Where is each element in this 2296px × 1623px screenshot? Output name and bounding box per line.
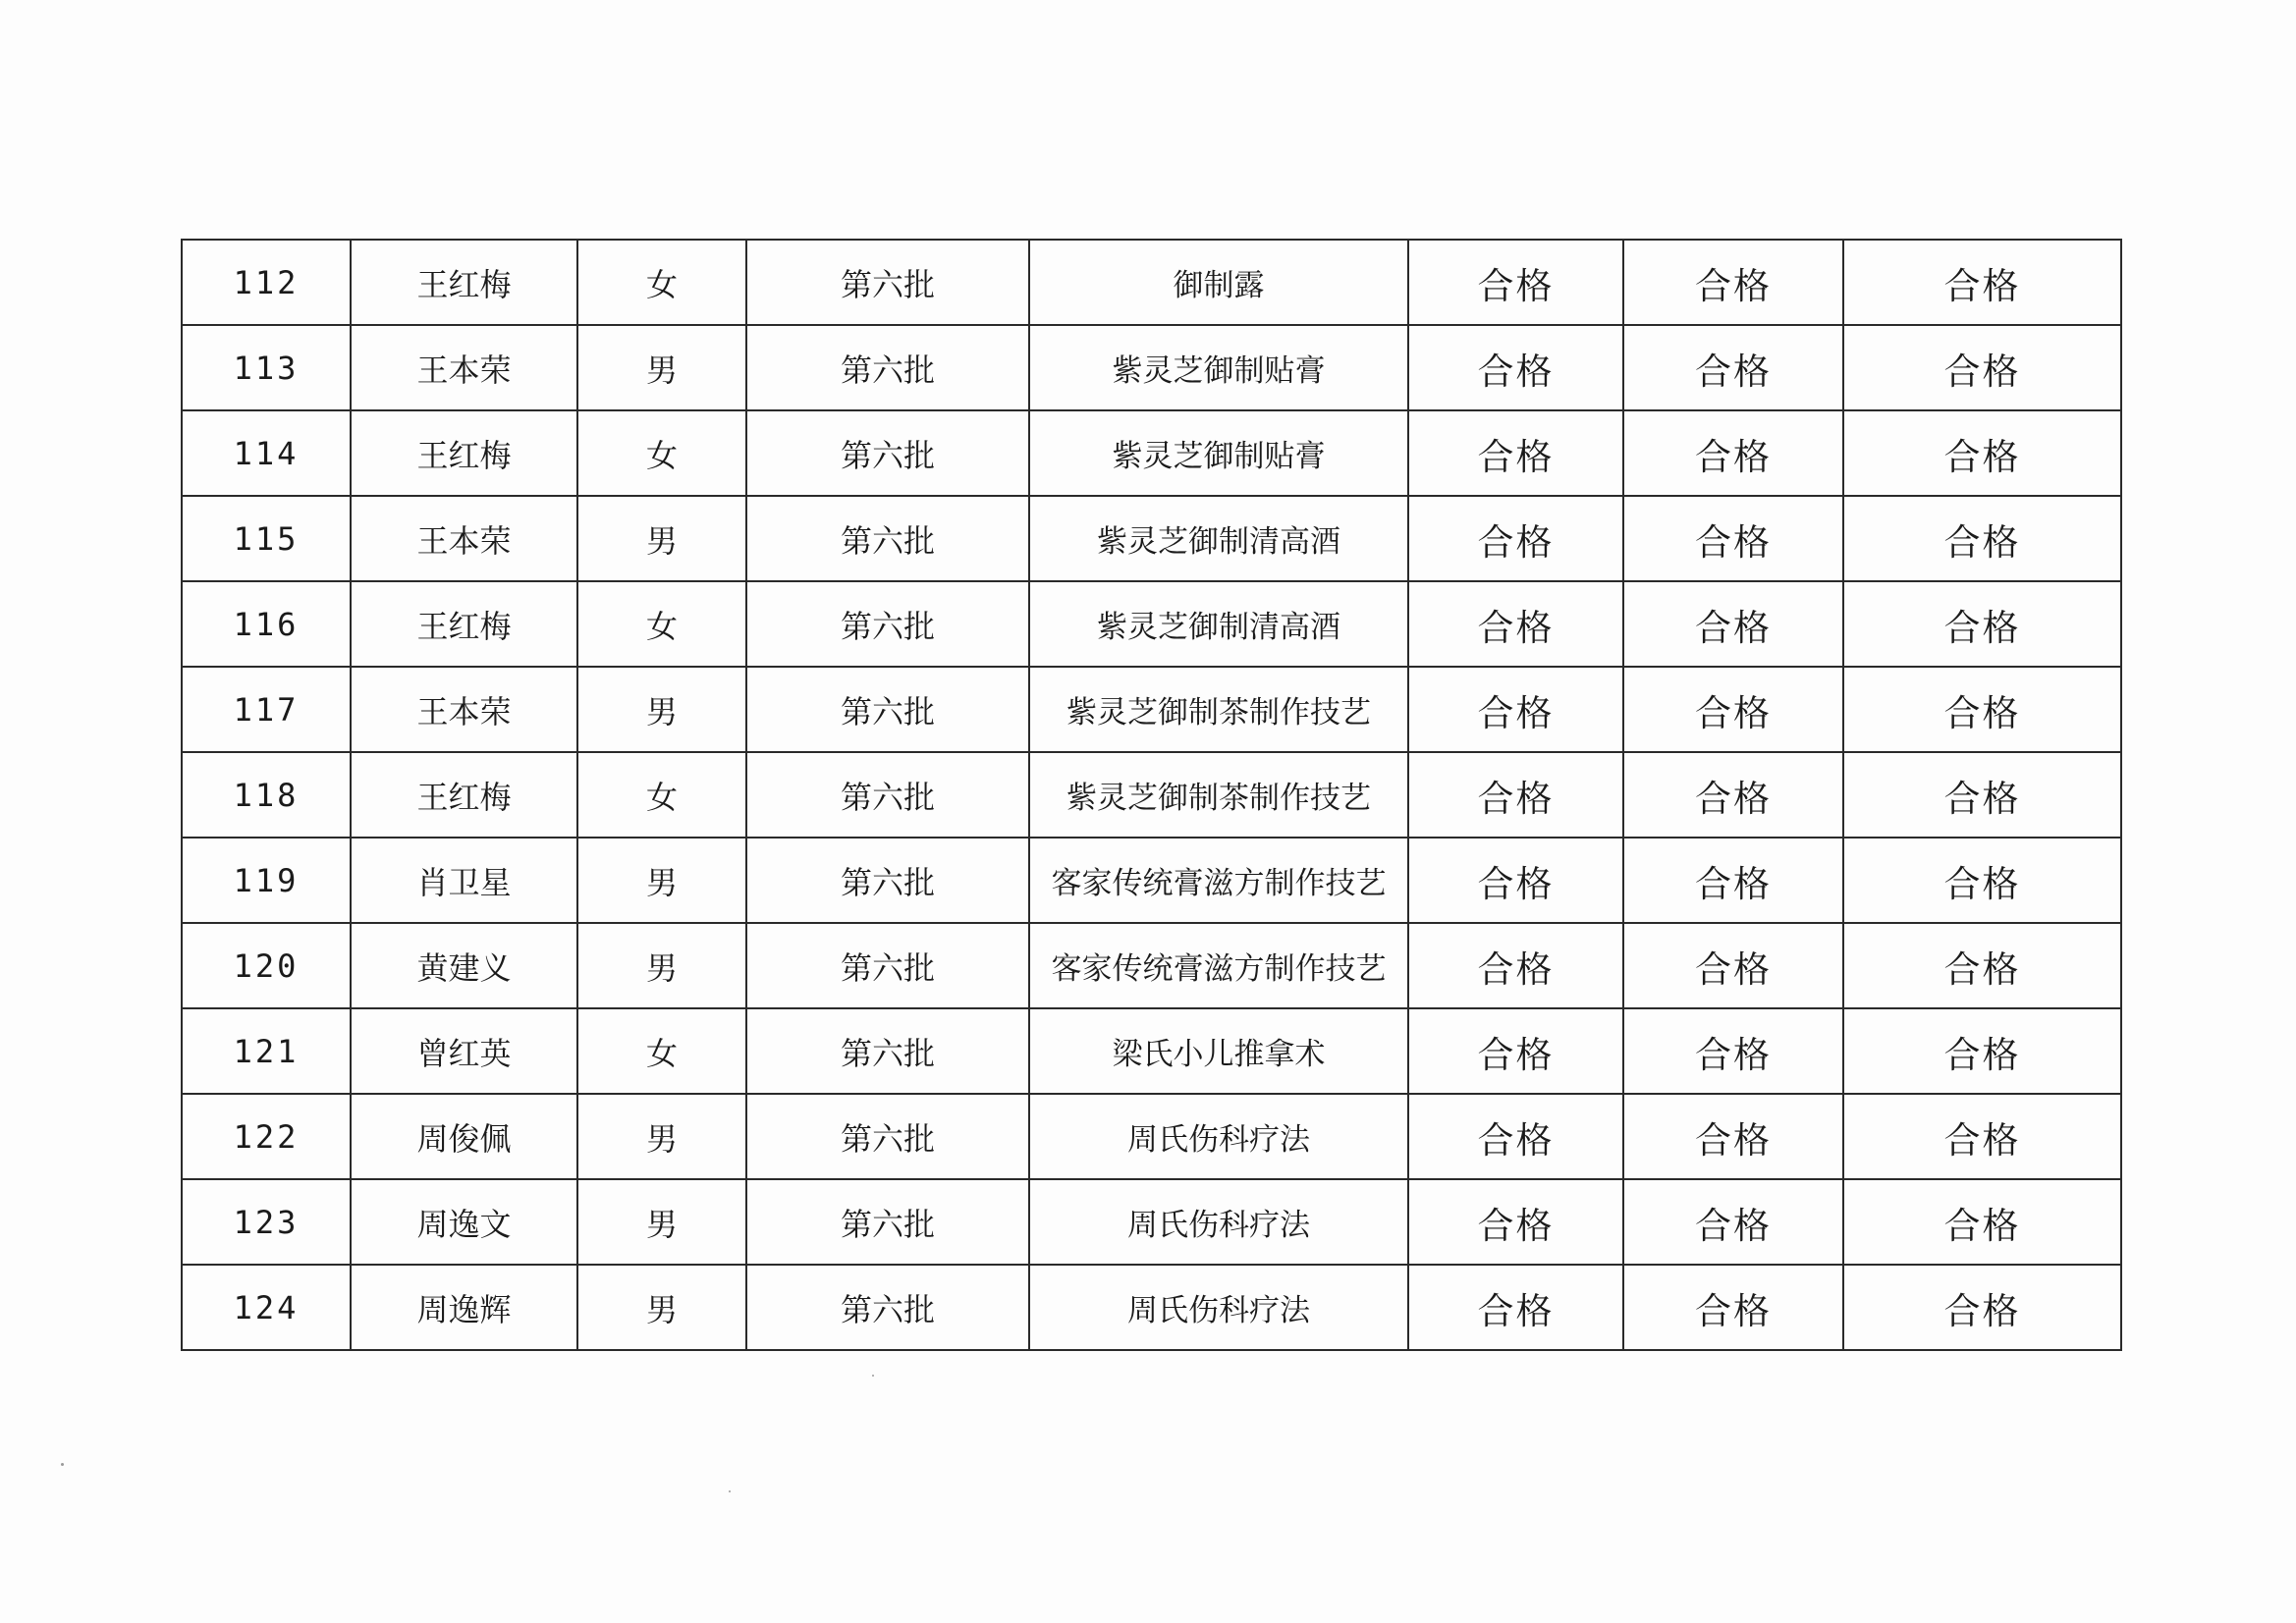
cell-gender: 女 [577, 240, 746, 325]
cell-result: 合格 [1843, 838, 2121, 923]
cell-project: 御制露 [1029, 240, 1408, 325]
cell-project: 客家传统膏滋方制作技艺 [1029, 838, 1408, 923]
table-row [182, 1265, 2121, 1350]
cell-batch: 第六批 [746, 923, 1029, 1008]
cell-name: 黄建义 [351, 923, 577, 1008]
cell-gender: 女 [577, 581, 746, 667]
cell-batch: 第六批 [746, 838, 1029, 923]
cell-result: 合格 [1623, 1179, 1843, 1265]
cell-result: 合格 [1843, 240, 2121, 325]
cell-name: 王红梅 [351, 240, 577, 325]
cell-number: 123 [182, 1179, 351, 1265]
table-row [182, 1179, 2121, 1265]
cell-result: 合格 [1408, 240, 1623, 325]
table-row [182, 923, 2121, 1008]
cell-project: 客家传统膏滋方制作技艺 [1029, 923, 1408, 1008]
cell-number: 114 [182, 410, 351, 496]
cell-number: 124 [182, 1265, 351, 1350]
cell-result: 合格 [1408, 838, 1623, 923]
cell-number: 119 [182, 838, 351, 923]
cell-result: 合格 [1623, 1265, 1843, 1350]
cell-project: 周氏伤科疗法 [1029, 1265, 1408, 1350]
cell-batch: 第六批 [746, 410, 1029, 496]
cell-result: 合格 [1408, 1265, 1623, 1350]
scan-speck [872, 1375, 874, 1377]
cell-number: 113 [182, 325, 351, 410]
cell-result: 合格 [1623, 1094, 1843, 1179]
cell-result: 合格 [1623, 496, 1843, 581]
cell-result: 合格 [1623, 240, 1843, 325]
cell-name: 王本荣 [351, 667, 577, 752]
cell-gender: 男 [577, 667, 746, 752]
table-row [182, 752, 2121, 838]
cell-result: 合格 [1623, 667, 1843, 752]
cell-batch: 第六批 [746, 1265, 1029, 1350]
cell-result: 合格 [1408, 923, 1623, 1008]
table-row [182, 838, 2121, 923]
cell-number: 120 [182, 923, 351, 1008]
cell-project: 紫灵芝御制茶制作技艺 [1029, 752, 1408, 838]
cell-batch: 第六批 [746, 581, 1029, 667]
cell-gender: 男 [577, 325, 746, 410]
cell-batch: 第六批 [746, 1008, 1029, 1094]
cell-result: 合格 [1408, 752, 1623, 838]
table-row [182, 410, 2121, 496]
cell-result: 合格 [1843, 667, 2121, 752]
cell-result: 合格 [1843, 581, 2121, 667]
cell-gender: 男 [577, 1179, 746, 1265]
cell-name: 曾红英 [351, 1008, 577, 1094]
cell-project: 周氏伤科疗法 [1029, 1179, 1408, 1265]
cell-name: 周逸文 [351, 1179, 577, 1265]
cell-result: 合格 [1408, 1094, 1623, 1179]
table-row [182, 325, 2121, 410]
cell-result: 合格 [1843, 923, 2121, 1008]
table-row [182, 496, 2121, 581]
cell-result: 合格 [1843, 1179, 2121, 1265]
cell-project: 紫灵芝御制清高酒 [1029, 581, 1408, 667]
cell-project: 梁氏小儿推拿术 [1029, 1008, 1408, 1094]
cell-number: 116 [182, 581, 351, 667]
cell-number: 115 [182, 496, 351, 581]
table-row [182, 667, 2121, 752]
cell-gender: 女 [577, 752, 746, 838]
cell-number: 122 [182, 1094, 351, 1179]
cell-name: 王本荣 [351, 496, 577, 581]
cell-result: 合格 [1408, 325, 1623, 410]
cell-name: 王红梅 [351, 581, 577, 667]
cell-batch: 第六批 [746, 325, 1029, 410]
cell-gender: 男 [577, 923, 746, 1008]
table-body [182, 240, 2121, 1350]
cell-result: 合格 [1408, 496, 1623, 581]
scan-speck [729, 1490, 731, 1492]
cell-gender: 男 [577, 496, 746, 581]
cell-project: 紫灵芝御制茶制作技艺 [1029, 667, 1408, 752]
cell-result: 合格 [1843, 325, 2121, 410]
cell-project: 紫灵芝御制贴膏 [1029, 410, 1408, 496]
cell-name: 肖卫星 [351, 838, 577, 923]
cell-result: 合格 [1623, 923, 1843, 1008]
inheritor-assessment-table [181, 239, 2122, 1351]
cell-result: 合格 [1623, 581, 1843, 667]
cell-result: 合格 [1623, 1008, 1843, 1094]
cell-name: 周逸辉 [351, 1265, 577, 1350]
cell-project: 紫灵芝御制清高酒 [1029, 496, 1408, 581]
cell-batch: 第六批 [746, 1094, 1029, 1179]
cell-name: 王本荣 [351, 325, 577, 410]
cell-batch: 第六批 [746, 240, 1029, 325]
cell-result: 合格 [1408, 1008, 1623, 1094]
cell-gender: 男 [577, 838, 746, 923]
cell-result: 合格 [1843, 496, 2121, 581]
table-row [182, 1008, 2121, 1094]
cell-result: 合格 [1843, 1265, 2121, 1350]
cell-gender: 女 [577, 410, 746, 496]
cell-batch: 第六批 [746, 752, 1029, 838]
cell-number: 117 [182, 667, 351, 752]
cell-project: 周氏伤科疗法 [1029, 1094, 1408, 1179]
cell-gender: 男 [577, 1265, 746, 1350]
cell-number: 112 [182, 240, 351, 325]
table-row [182, 1094, 2121, 1179]
cell-name: 王红梅 [351, 752, 577, 838]
cell-result: 合格 [1408, 581, 1623, 667]
cell-batch: 第六批 [746, 667, 1029, 752]
cell-project: 紫灵芝御制贴膏 [1029, 325, 1408, 410]
cell-name: 周俊佩 [351, 1094, 577, 1179]
cell-gender: 男 [577, 1094, 746, 1179]
cell-name: 王红梅 [351, 410, 577, 496]
table-row [182, 240, 2121, 325]
cell-result: 合格 [1843, 1094, 2121, 1179]
cell-result: 合格 [1408, 410, 1623, 496]
cell-result: 合格 [1408, 667, 1623, 752]
cell-result: 合格 [1843, 752, 2121, 838]
cell-gender: 女 [577, 1008, 746, 1094]
cell-number: 118 [182, 752, 351, 838]
table-row [182, 581, 2121, 667]
cell-batch: 第六批 [746, 1179, 1029, 1265]
cell-result: 合格 [1623, 325, 1843, 410]
cell-number: 121 [182, 1008, 351, 1094]
scan-speck [61, 1463, 64, 1466]
cell-result: 合格 [1408, 1179, 1623, 1265]
cell-result: 合格 [1843, 410, 2121, 496]
cell-result: 合格 [1623, 838, 1843, 923]
cell-batch: 第六批 [746, 496, 1029, 581]
cell-result: 合格 [1843, 1008, 2121, 1094]
cell-result: 合格 [1623, 410, 1843, 496]
cell-result: 合格 [1623, 752, 1843, 838]
